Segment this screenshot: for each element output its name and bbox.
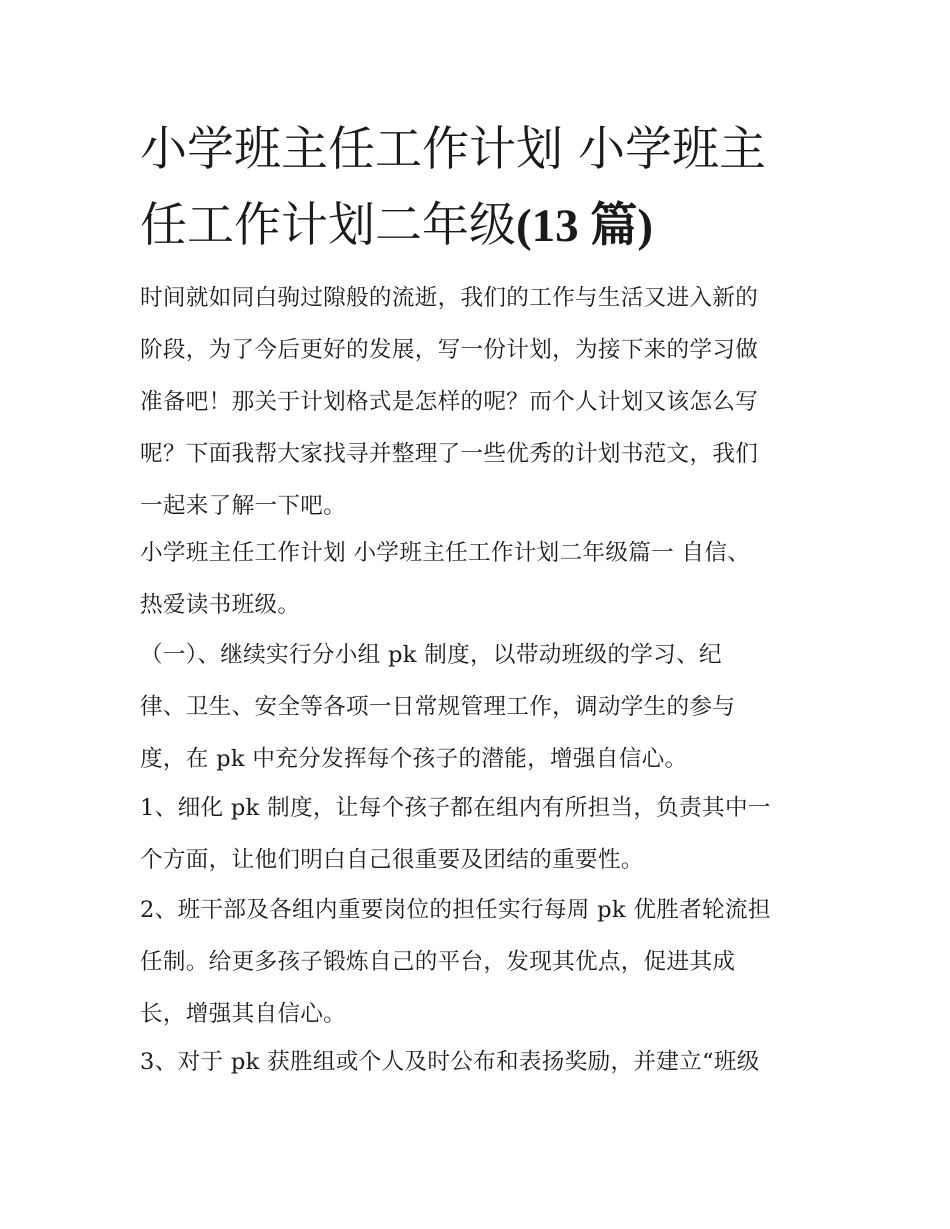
intro-line: 准备吧！那关于计划格式是怎样的呢？而个人计划又该怎么写 [140, 389, 759, 415]
section-heading-line: 小学班主任工作计划 小学班主任工作计划二年级篇一 自信、 [140, 540, 751, 566]
item-paragraph-2 [140, 884, 820, 1040]
item-line: 任制。给更多孩子锻炼自己的平台，发现其优点，促进其成 [140, 949, 736, 975]
intro-line: 阶段，为了今后更好的发展，写一份计划，为接下来的学习做 [140, 337, 759, 363]
item-paragraph-0 [140, 629, 820, 785]
title-line-1: 小学班主任工作计划 小学班主 [140, 122, 766, 177]
item-line: 律、卫生、安全等各项一日常规管理工作，调动学生的参与 [140, 694, 736, 720]
intro-paragraph [140, 272, 820, 532]
item-line: 1、细化 pk 制度，让每个孩子都在组内有所担当，负责其中一 [140, 795, 771, 821]
item-line: 2、班干部及各组内重要岗位的担任实行每周 pk 优胜者轮流担 [140, 897, 771, 923]
intro-line: 呢？下面我帮大家找寻并整理了一些优秀的计划书范文，我们 [140, 441, 759, 467]
item-paragraph-1 [140, 782, 820, 886]
title-line-2-prefix: 任工作计划二年级 [140, 198, 516, 253]
item-line: 个方面，让他们明白自己很重要及团结的重要性。 [140, 847, 644, 873]
title-line-2-suffix: (13 篇) [516, 200, 654, 252]
item-paragraph-3 [140, 1036, 820, 1088]
intro-line: 时间就如同白驹过隙般的流逝，我们的工作与生活又进入新的 [140, 285, 759, 311]
item-line: 3、对于 pk 获胜组或个人及时公布和表扬奖励，并建立“班级 [140, 1049, 760, 1075]
section-heading [140, 527, 820, 631]
item-line: 长，增强其自信心。 [140, 1001, 347, 1027]
item-line: 度，在 pk 中充分发挥每个孩子的潜能，增强自信心。 [140, 746, 688, 772]
document-title [140, 112, 820, 264]
title-line-2 [140, 188, 820, 264]
intro-line: 一起来了解一下吧。 [140, 493, 347, 519]
item-line: （一）、继续实行分小组 pk 制度，以带动班级的学习、纪 [140, 642, 722, 668]
section-heading-line: 热爱读书班级。 [140, 592, 301, 618]
